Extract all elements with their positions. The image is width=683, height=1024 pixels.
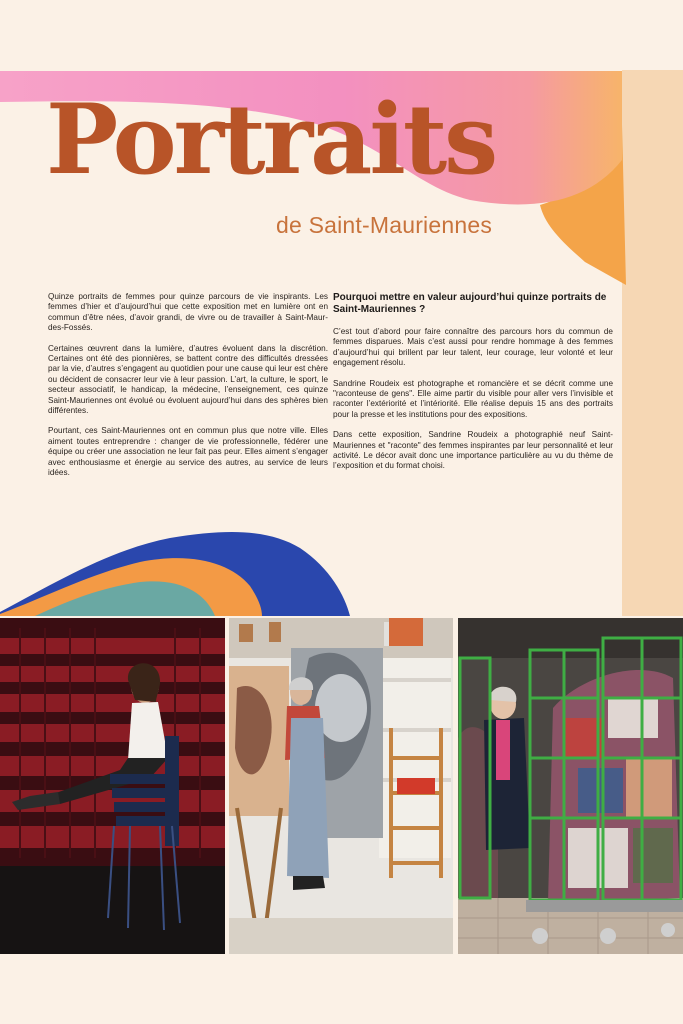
photo-artist-studio (229, 618, 453, 954)
right-paragraph-1: C’est tout d’abord pour faire connaître des parcours hors du commun de femmes disparues. Mais c’est aussi pour rendre hommage à des femmes d’aujourd’hui qui brillent par leur talent, leur courage, leur volonté et leur engagement résolu. (333, 327, 613, 368)
right-paragraph-3: Dans cette exposition, Sandrine Roudeix a photographié neuf Saint-Mauriennes et "raconte" des femmes inspirantes par leur personnalité et leur activité. Le décor avait donc une importance particulière au vu du thème de l’exposition et du format choisi. (333, 430, 613, 471)
photo-theater-portrait (0, 618, 225, 954)
left-text-column (48, 292, 328, 489)
left-paragraph-2: Certaines œuvrent dans la lumière, d’autres évoluent dans la discrétion. Certaines ont été des pionnières, se battent contre des difficultés dressées par la vie, d’autres s’engagent au quotidien pour une cause qui leur est chère ou décident de consacrer leur vie à leur passion. L’art, la culture, le sport, le secteur associatif, le handicap, la médecine, l’enseignement, ces quinze Saint-Mauriennes ont évolué ou évoluent aujourd’hui dans des sphères bien différentes. (48, 343, 328, 416)
left-paragraph-3: Pourtant, ces Saint-Mauriennes ont en commun plus que notre ville. Elles aiment toutes entreprendre : changer de vie professionnelle, fédérer une équipe ou créer une association ne leur fait pas peur. Elles aiment s’engager avec enthousiasme et énergie au service des autres, au service de leurs idées. (48, 426, 328, 478)
right-paragraph-2: Sandrine Roudeix est photographe et romancière et se décrit comme une "raconteuse de gens". Elle aime partir du visible pour aller vers l’invisible et raconter l’extériorité et l’intériorité. Elle réalise depuis 15 ans des portraits pour la presse et les institutions pour des expositions. (333, 378, 613, 419)
page-title: Portraits (46, 83, 496, 196)
left-paragraph-1: Quinze portraits de femmes pour quinze parcours de vie inspirants. Les femmes d’hier et d’aujourd’hui que cette exposition met en lumière ont en commun d’être nées, d’avoir grandi, de vivre ou de travailler à Saint-Maur-des-Fossés. (48, 292, 328, 333)
right-text-column (333, 292, 613, 482)
photo-clothing-carts (458, 618, 683, 954)
page-subtitle: de Saint-Mauriennes (276, 212, 493, 238)
right-heading: Pourquoi mettre en valeur aujourd’hui quinze portraits de Saint-Mauriennes ? (333, 292, 607, 315)
right-strip (622, 70, 683, 616)
